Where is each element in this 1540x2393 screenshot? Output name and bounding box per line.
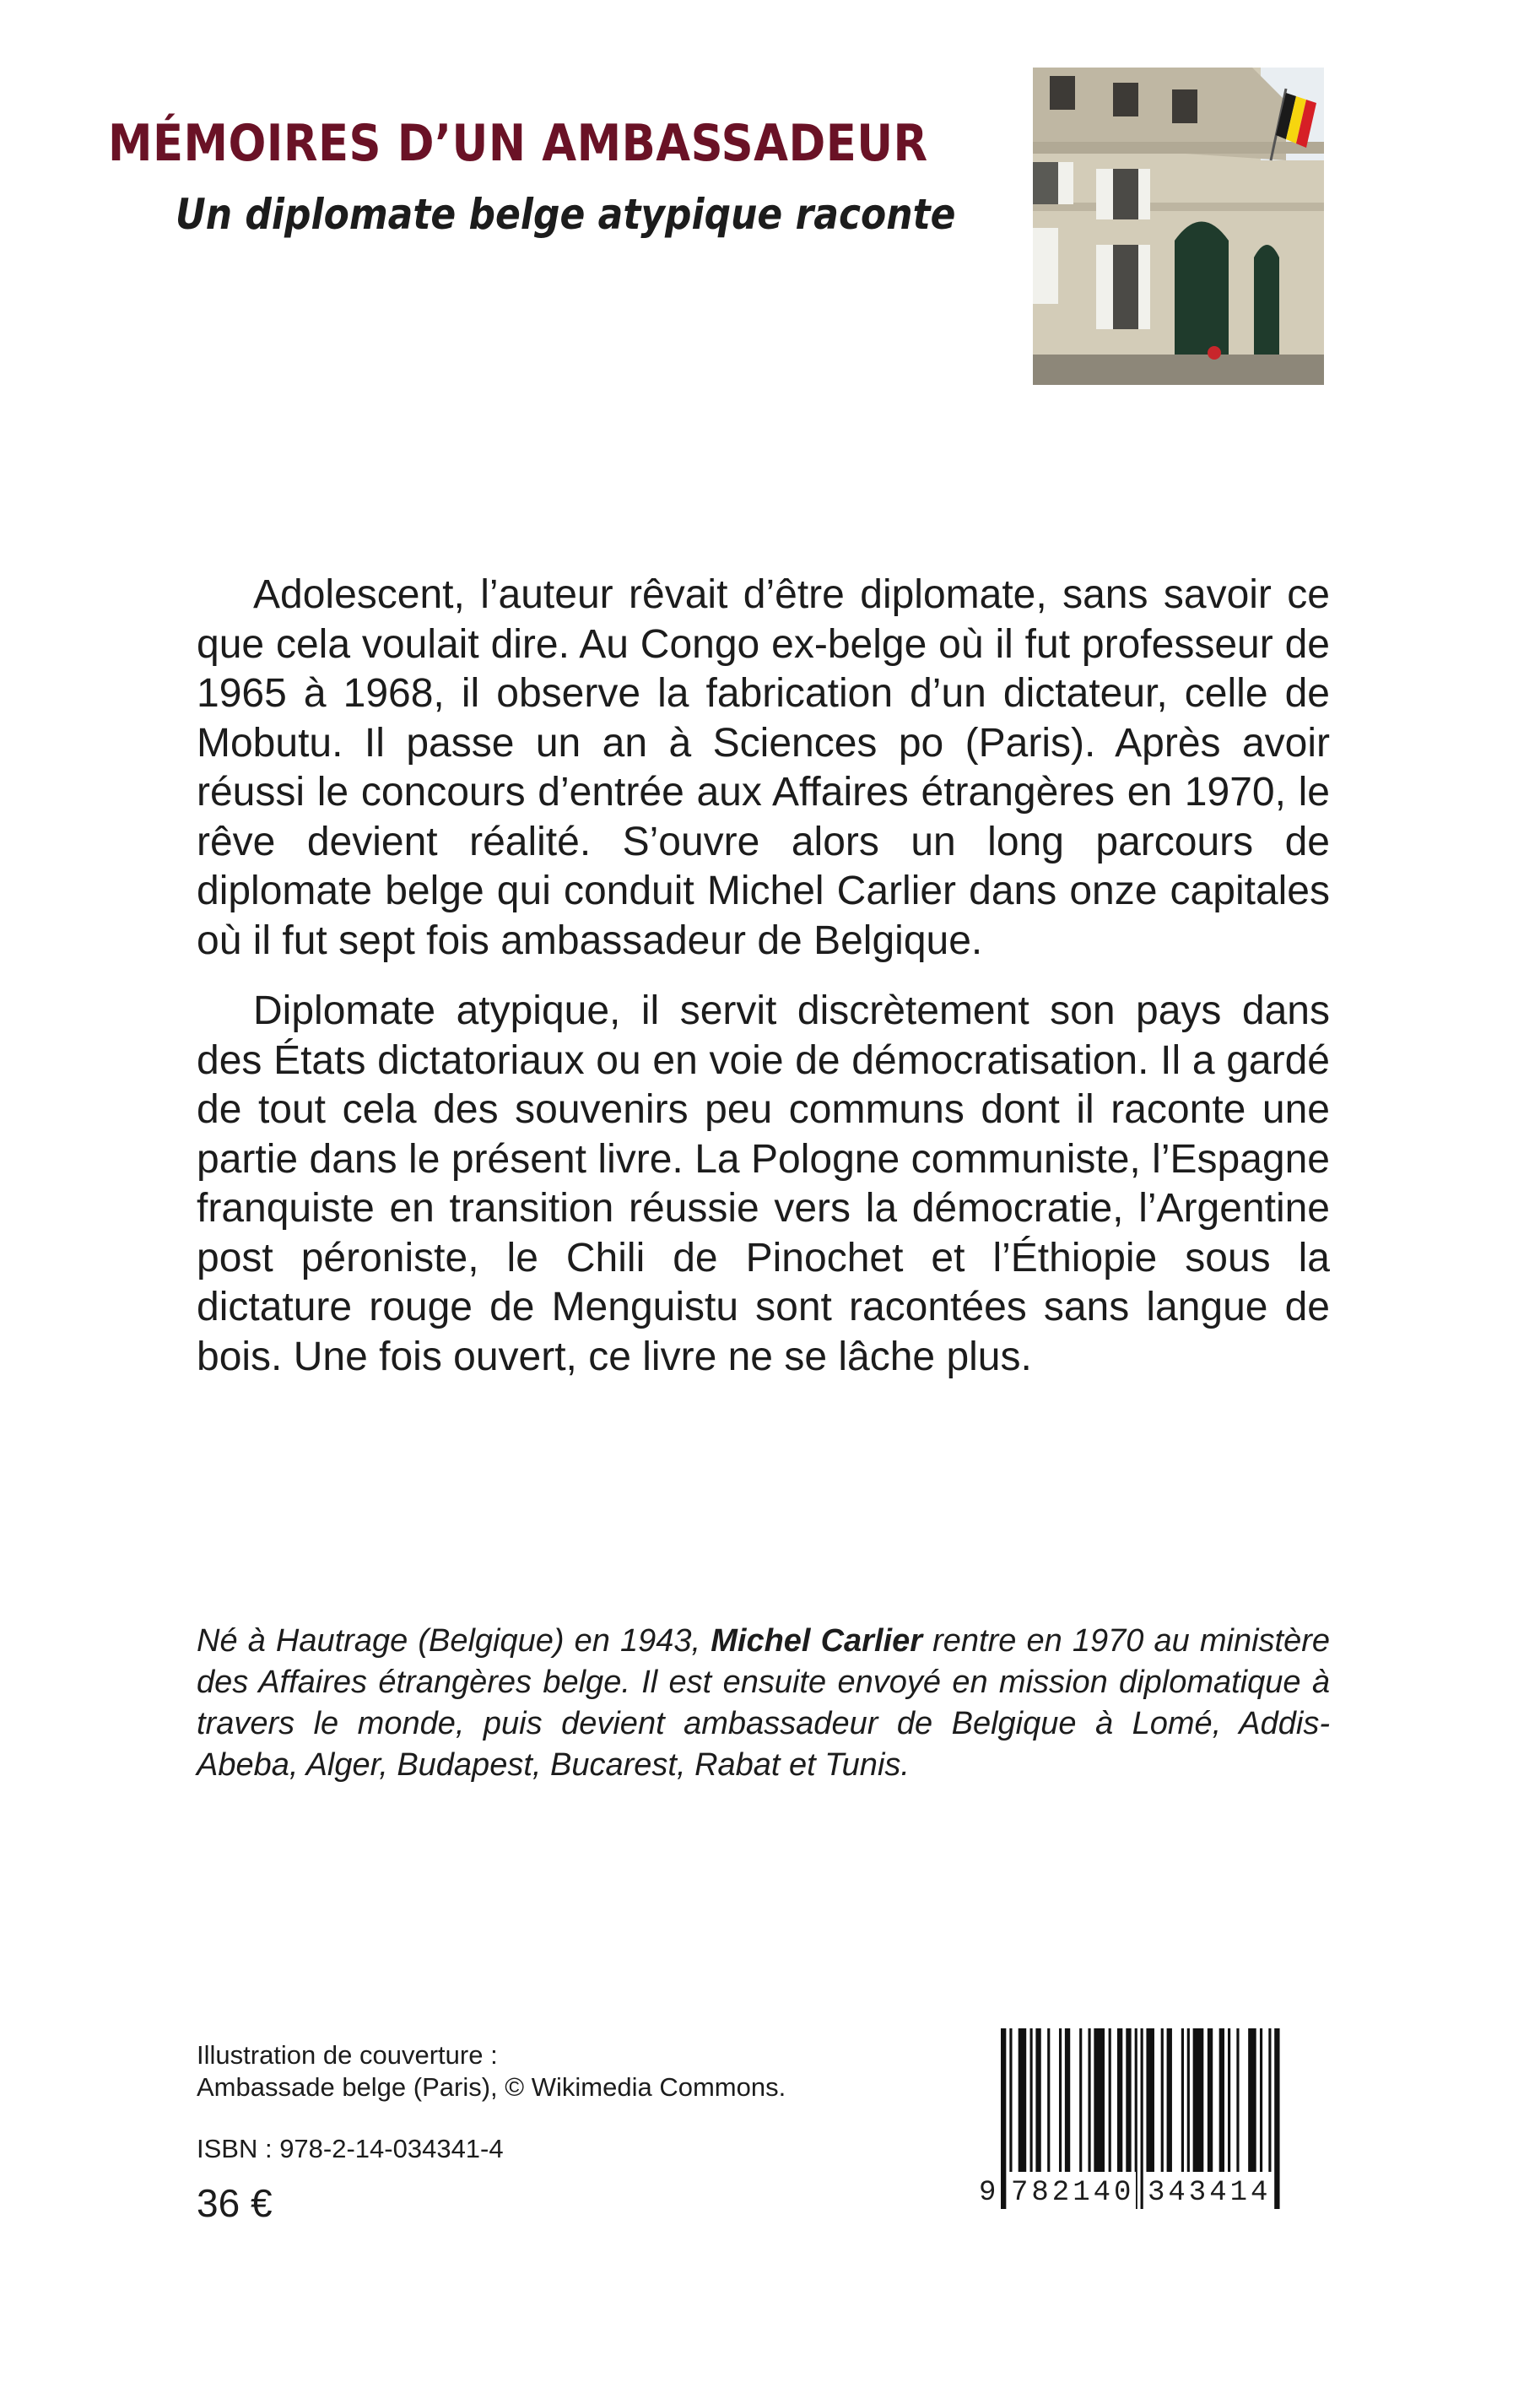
barcode-bar	[1187, 2028, 1190, 2179]
summary-paragraph-1: Adolescent, l’auteur rêvait d’être diplomate, sans savoir ce que cela voulait dire. Au Congo ex-belge où il fut professeur de 1965 à 1968, il observe la fabrication d’un dictateur, celle de Mobutu. Il passe un an à Sciences po (Paris). Après avoir réussi le concours d’entrée aux Affaires étrangères en 1970, le rêve devient réalité. S’ouvre alors un long parcours de diplomate belge qui conduit Michel Carlier dans onze capitales où il fut sept fois ambassadeur de Belgique.	[197, 572, 1330, 963]
barcode-bar	[1065, 2028, 1070, 2179]
barcode-bar	[1126, 2028, 1131, 2179]
author-bio-intro: Né à Hautrage (Belgique) en 1943,	[197, 1623, 711, 1659]
barcode-bar	[1181, 2028, 1184, 2179]
embassy-building-icon	[1033, 68, 1324, 385]
barcode-bar	[1268, 2028, 1271, 2179]
barcode-bar	[1019, 2028, 1027, 2179]
embassy-photo	[1033, 68, 1324, 385]
barcode-bar	[1029, 2028, 1032, 2179]
author-name: Michel Carlier	[711, 1623, 922, 1659]
credit-line-1: Illustration de couverture :	[197, 2040, 498, 2070]
summary-text	[197, 571, 1330, 1403]
barcode-bar	[1219, 2028, 1224, 2179]
isbn: ISBN : 978-2-14-034341-4	[197, 2134, 504, 2163]
barcode-bar	[1260, 2028, 1262, 2179]
barcode-bar	[1236, 2028, 1239, 2179]
title-block	[108, 108, 955, 239]
barcode-left-group: 782140	[1009, 2172, 1136, 2214]
barcode-first-digit: 9	[977, 2172, 997, 2214]
barcode-bar	[1117, 2028, 1122, 2179]
barcode-bar	[1161, 2028, 1164, 2179]
barcode-digits	[977, 2172, 1302, 2214]
book-subtitle: Un diplomate belge atypique raconte	[175, 190, 955, 239]
price: 36 €	[197, 2181, 273, 2225]
barcode-bar	[1193, 2028, 1204, 2179]
summary-paragraph-2: Diplomate atypique, il servit discrètement son pays dans des États dictatoriaux ou en voie de démocratisation. Il a gardé de tout cela des souvenirs peu communs dont il raconte une partie dans le présent livre. La Pologne communiste, l’Espagne franquiste en transition réussie vers la démocratie, l’Argentine post péroniste, le Chili de Pinochet et l’Éthiopie sous la dictature rouge de Menguistu sont racontées sans langue de bois. Une fois ouvert, ce livre ne se lâche plus.	[197, 988, 1330, 1379]
barcode-bar	[1167, 2028, 1172, 2179]
barcode-bar	[1094, 2028, 1105, 2179]
barcode-bar	[1035, 2028, 1040, 2179]
barcode	[977, 2023, 1302, 2214]
barcode-bar	[1208, 2028, 1213, 2179]
barcode-bar	[1228, 2028, 1230, 2179]
author-bio-text: rentre en 1970 au ministère des Affaires étrangères belge. Il est ensuite envoyé en mission diplomatique à travers le monde, puis devient ambassadeur de Belgique à Lomé, Addis-Abeba, Alger, Budapest, Bucarest, Rabat et Tunis.	[197, 1623, 1331, 1783]
author-bio	[197, 1621, 1330, 1786]
barcode-right-group: 343414	[1146, 2172, 1273, 2214]
credit-line-2: Ambassade belge (Paris), © Wikimedia Commons.	[197, 2072, 786, 2102]
barcode-bar	[1079, 2028, 1082, 2179]
barcode-bar	[1109, 2028, 1111, 2179]
barcode-bar	[1088, 2028, 1090, 2179]
barcode-bar	[1059, 2028, 1062, 2179]
illustration-credit	[197, 2039, 786, 2103]
barcode-bar	[1047, 2028, 1050, 2179]
barcode-bar	[1248, 2028, 1256, 2179]
book-title: MÉMOIRES D’UN AMBASSADEUR	[108, 114, 928, 173]
